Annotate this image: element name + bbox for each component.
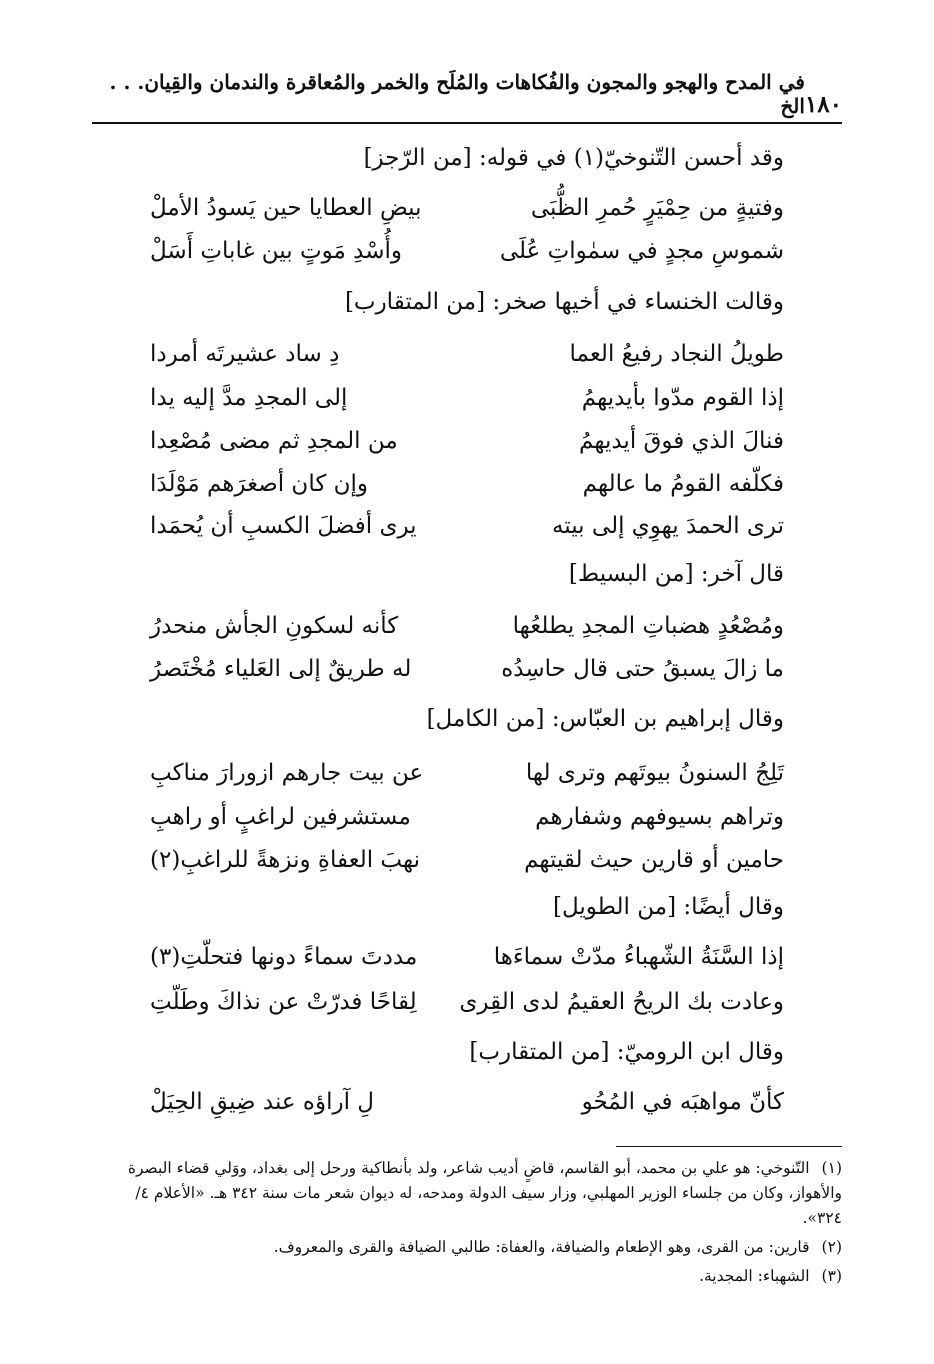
verse-first-hemistich: إذا القوم مدّوا بأيديهمُ: [581, 385, 784, 411]
footnote-text: قارين: من القرى، وهو الإطعام والضيافة، والعفاة: طالبي الضيافة والقرى والمعروف.: [273, 1238, 810, 1256]
verse-second-hemistich: كأنه لسكونِ الجأش منحدرُ: [150, 613, 399, 639]
verse-second-hemistich: وإن كان أصغرَهم مَوْلَدَا: [150, 471, 368, 497]
verse-first-hemistich: وتراهم بسيوفهم وشفارهم: [535, 804, 784, 830]
verse-first-hemistich: وعادت بك الريحُ العقيمُ لدى القِرى: [459, 989, 784, 1015]
intro-line: قال آخر: [من البسيط]: [568, 561, 784, 587]
verse-first-hemistich: شموسِ مجدٍ في سمٰواتِ عُلَى: [499, 238, 784, 264]
footnote-number: (١): [821, 1159, 842, 1177]
footnotes: [92, 1156, 842, 1293]
running-title: في المدح والهجو والمجون والفُكاهات والمُلَح والخمر والمُعاقرة والندمان والقِيان. . . الخ: [109, 70, 805, 118]
verse-first-hemistich: تَلِجُ السنونُ بيوتَهم وترى لها: [525, 760, 784, 786]
verse-second-hemistich: عن بيت جارهم ازورارَ مناكبِ: [150, 760, 424, 786]
verse-second-hemistich: دِ ساد عشيرتَه أمردا: [150, 341, 340, 367]
footnote-text: التّنوخي: هو علي بن محمد، أبو القاسم، قاضٍ أديب شاعر، ولد بأنطاكية ورحل إلى بغداد، ووَلي قضاء البصرة والأهواز، وكان من جلساء الوزير المهلبي، وزار سيف الدولة ومدحه، له ديوان شعر مات سنة ٣٤٢ هـ. «الأعلام ٤/ ٣٢٤».: [127, 1159, 842, 1227]
verse-second-hemistich: يرى أفضلَ الكسبِ أن يُحمَدا: [150, 513, 417, 539]
verse-second-hemistich: لِ آراؤه عند ضِيقِ الحِيَلْ: [150, 1089, 374, 1115]
verse-first-hemistich: طويلُ النجاد رفيعُ العما: [569, 341, 784, 367]
verse-first-hemistich: فكلّفه القومُ ما عالهم: [582, 471, 784, 497]
intro-line: وقال إبراهيم بن العبّاس: [من الكامل]: [426, 706, 784, 732]
verse-first-hemistich: وفتيةٍ من حِمْيَرٍ حُمرِ الظُّبَى: [530, 195, 784, 221]
intro-line: وقالت الخنساء في أخيها صخر: [من المتقارب]: [344, 289, 784, 315]
verse-first-hemistich: ترى الحمدَ يهوِي إلى بيته: [551, 513, 784, 539]
verse-second-hemistich: مستشرفين لراغبٍ أو راهبِ: [150, 804, 411, 830]
verse-second-hemistich: لِقاحًا فدرّتْ عن نذاكَ وطَلّتِ: [150, 989, 417, 1015]
verse-second-hemistich: وأُسْدِ مَوتٍ بين غاباتِ أَسَلْ: [150, 238, 402, 264]
verse-first-hemistich: حامين أو قارين حيث لقيتهم: [524, 847, 784, 873]
verse-first-hemistich: كأنّ مواهبَه في المُحُو: [581, 1089, 784, 1115]
verse-first-hemistich: إذا السَّنَةُ الشّهباءُ مدّتْ سماءَها: [493, 944, 784, 970]
footnote-number: (٢): [821, 1238, 842, 1256]
verse-first-hemistich: فنالَ الذي فوقَ أيديهمُ: [579, 428, 784, 454]
verse-second-hemistich: نهبَ العفاةِ ونزهةً للراغبِ(٢): [150, 847, 420, 873]
verse-second-hemistich: من المجدِ ثم مضى مُصْعِدا: [150, 428, 398, 454]
footnote-number: (٣): [821, 1267, 842, 1285]
verse-second-hemistich: له طريقٌ إلى العَلياء مُخْتَصرُ: [150, 656, 412, 682]
footnote-separator: [616, 1146, 842, 1147]
intro-line: وقد أحسن التّنوخيّ(١) في قوله: [من الرّجز]: [363, 145, 784, 171]
page-number: ١٨٠: [804, 91, 842, 118]
footnote-text: الشهباء: المجدية.: [699, 1267, 810, 1285]
footnote: [92, 1264, 842, 1289]
footnote: [92, 1235, 842, 1260]
verse-second-hemistich: إلى المجدِ مدَّ إليه يدا: [150, 385, 348, 411]
intro-line: وقال ابن الروميّ: [من المتقارب]: [469, 1039, 784, 1065]
verse-second-hemistich: مددتَ سماءً دونها فتحلّتِ(٣): [150, 944, 418, 970]
footnote: [92, 1156, 842, 1231]
intro-line: وقال أيضًا: [من الطويل]: [553, 894, 784, 920]
verse-first-hemistich: ما زالَ يسبقُ حتى قال حاسِدُه: [501, 656, 784, 682]
verse-second-hemistich: بيضِ العطايا حين يَسودُ الأملْ: [150, 195, 422, 221]
verse-first-hemistich: ومُصْعُدٍ هضباتِ المجدِ يطلعُها: [512, 613, 784, 639]
